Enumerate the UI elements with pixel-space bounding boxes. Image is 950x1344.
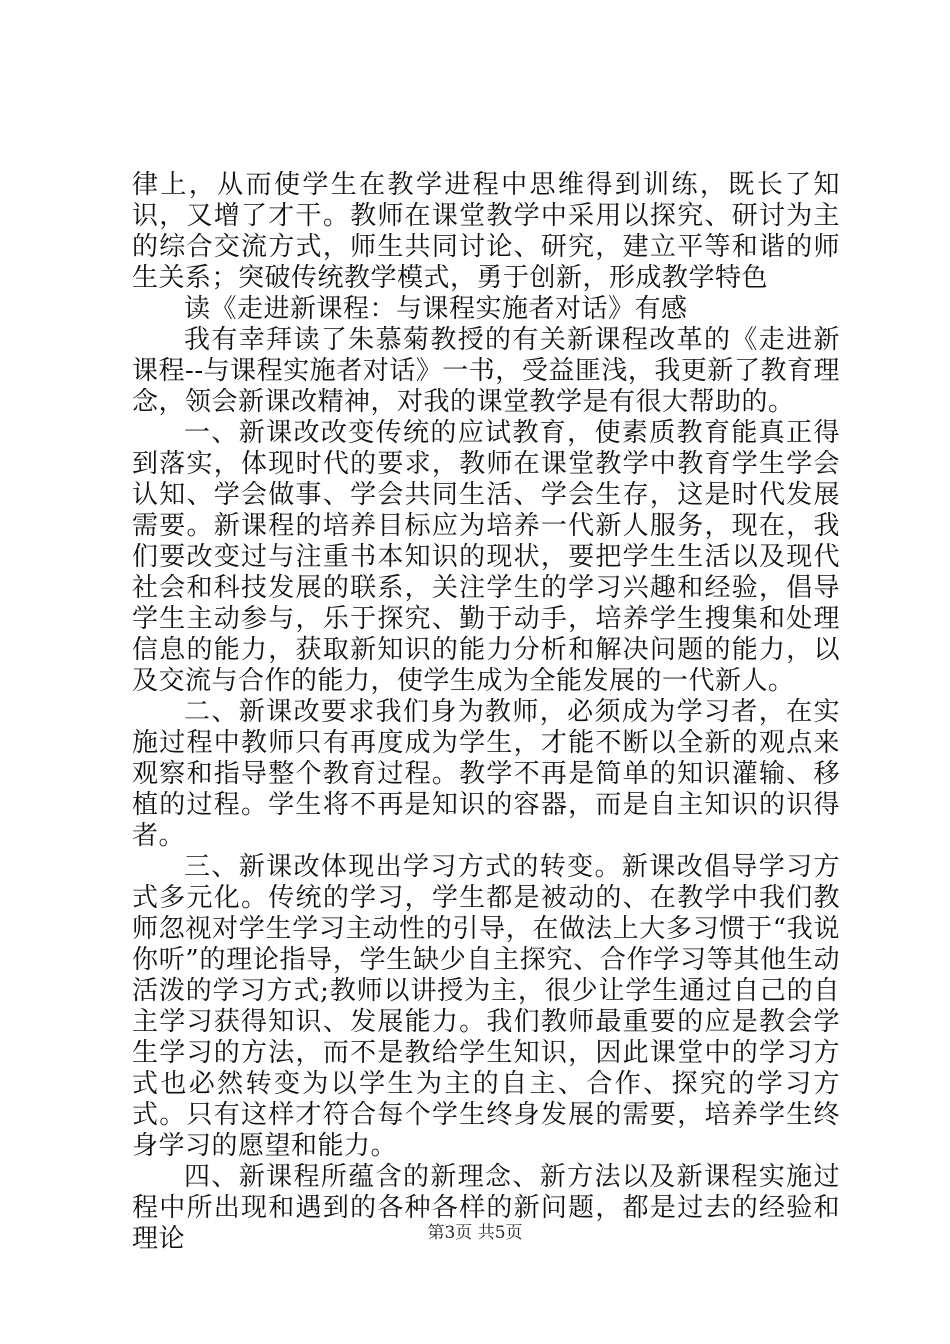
document-body [132,170,840,1255]
paragraph-continued: 律上，从而使学生在教学进程中思维得到训练，既长了知识，又增了才干。教师在课堂教学中采用以探究、研讨为主的综合交流方式，师生共同讨论、研究，建立平等和谐的师生关系；突破传统教学模式，勇于创新，形成教学特色 [132,170,840,293]
paragraph-point-three: 三、新课改体现出学习方式的转变。新课改倡导学习方式多元化。传统的学习，学生都是被动的、在教学中我们教师忽视对学生学习主动性的引导，在做法上大多习惯于“我说你听”的理论指导，学生缺少自主探究、合作学习等其他生动活泼的学习方式;教师以讲授为主，很少让学生通过自己的自主学习获得知识、发展能力。我们教师最重要的应是教会学生学习的方法，而不是教给学生知识，因此课堂中的学习方式也必然转变为以学生为主的自主、合作、探究的学习方式。只有这样才符合每个学生终身发展的需要，培养学生终身学习的愿望和能力。 [132,852,840,1161]
paragraph-point-one: 一、新课改改变传统的应试教育，使素质教育能真正得到落实，体现时代的要求，教师在课堂教学中教育学生学会认知、学会做事、学会共同生活、学会生存，这是时代发展需要。新课程的培养目标应为培养一代新人服务，现在，我们要改变过与注重书本知识的现状，要把学生生活以及现代社会和科技发展的联系，关注学生的学习兴趣和经验，倡导学生主动参与，乐于探究、勤于动手，培养学生搜集和处理信息的能力，获取新知识的能力分析和解决问题的能力，以及交流与合作的能力，使学生成为全能发展的一代新人。 [132,418,840,696]
page-footer: 第3页 共5页 [427,1223,523,1243]
paragraph-point-four: 四、新课程所蕴含的新理念、新方法以及新课程实施过程中所出现和遇到的各种各样的新问题，都是过去的经验和理论 [132,1162,840,1254]
article-title: 读《走进新课程：与课程实施者对话》有感 [184,294,688,324]
paragraph-intro: 我有幸拜读了朱慕菊教授的有关新课程改革的《走进新课程--与课程实施者对话》一书，受益匪浅，我更新了教育理念，领会新课改精神，对我的课堂教学是有很大帮助的。 [132,325,840,417]
paragraph-point-two: 二、新课改要求我们身为教师，必须成为学习者，在实施过程中教师只有再度成为学生，才能不断以全新的观点来观察和指导整个教育过程。教学不再是简单的知识灌输、移植的过程。学生将不再是知识的容器，而是自主知识的识得者。 [132,697,840,851]
